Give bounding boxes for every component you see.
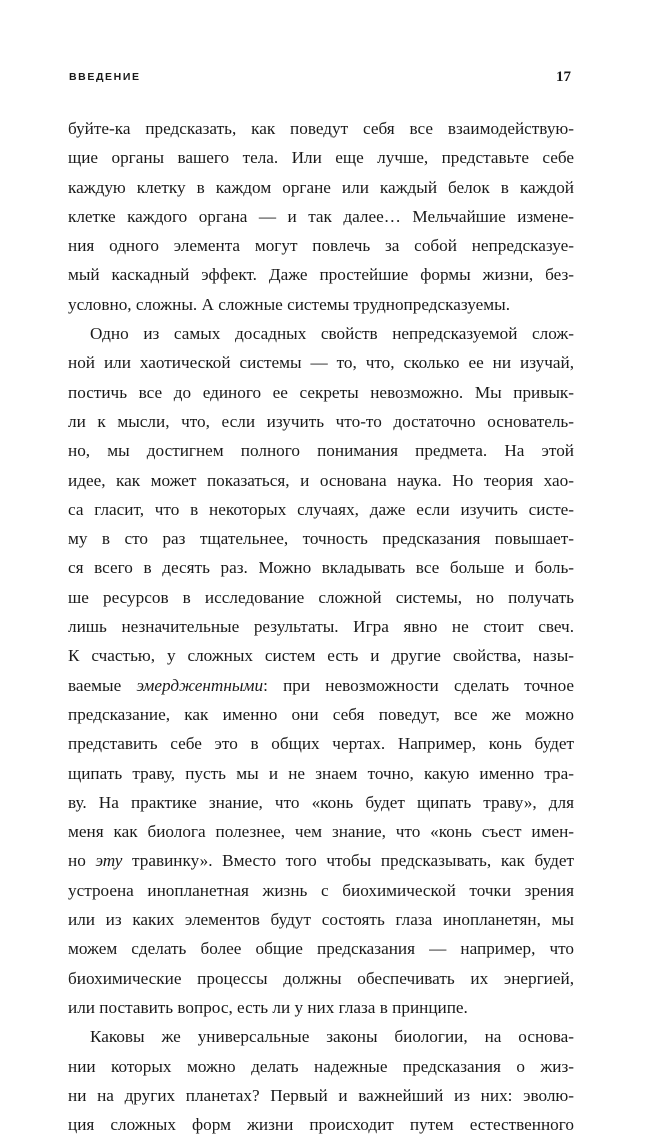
text-line: предсказание, как именно они себя поведут, все же можно — [68, 704, 574, 724]
text-line: постичь все до единого ее секреты невозможно. Мы привык- — [68, 382, 574, 402]
text-line: ни на других планетах? Первый и важнейший из них: эволю- — [68, 1085, 574, 1105]
text-line: идее, как может показаться, и основана наука. Но теория хао- — [68, 470, 574, 490]
text-line: ся всего в десять раз. Можно вкладывать все больше и боль- — [68, 558, 574, 578]
text-line: каждую клетку в каждом органе или каждый белок в каждой — [68, 177, 574, 197]
text-line: представить себе это в общих чертах. Например, конь будет — [68, 734, 574, 754]
page-header — [69, 71, 571, 91]
text-line: мый каскадный эффект. Даже простейшие формы жизни, без- — [68, 265, 574, 285]
running-head: ВВЕДЕНИЕ — [69, 71, 141, 83]
text-line: буйте-ка предсказать, как поведут себя все взаимодействую- — [68, 119, 574, 138]
text-line: му в сто раз тщательнее, точность предсказания повышает- — [68, 529, 574, 549]
text-line: или поставить вопрос, есть ли у них глаза в принципе. — [68, 997, 468, 1017]
text-line: или из каких элементов будут состоять глаза инопланетян, мы — [68, 910, 574, 930]
text-line: ция сложных форм жизни происходит путем естественного — [68, 1115, 574, 1135]
text-line: но, мы достигнем полного понимания предмета. На этой — [68, 441, 574, 461]
text-fragment: травинку». Вместо того чтобы предсказывать, как будет — [122, 851, 574, 871]
text-fragment: но — [68, 851, 96, 871]
text-line: устроена инопланетная жизнь с биохимической точки зрения — [68, 880, 574, 900]
text-line: условно, сложны. А сложные системы труднопредсказуемы. — [68, 294, 510, 314]
body-text — [68, 114, 574, 1139]
text-line: лишь незначительные результаты. Игра явно не стоит свеч. — [68, 617, 574, 637]
text-line: ше ресурсов в исследование сложной системы, но получать — [68, 587, 574, 607]
emphasized-term: эмерджентными — [136, 675, 264, 695]
text-line: нии которых можно делать надежные предсказания о жиз- — [68, 1056, 574, 1076]
text-line: можем сделать более общие предсказания — например, что — [68, 939, 574, 959]
text-line: меня как биолога полезнее, чем знание, что «конь съест имен- — [68, 822, 574, 842]
text-line: клетке каждого органа — и так далее… Мельчайшие измене- — [68, 206, 574, 226]
text-line: К счастью, у сложных систем есть и другие свойства, назы- — [68, 646, 574, 666]
text-fragment: ваемые — [68, 675, 137, 695]
paragraph-1 — [68, 114, 574, 319]
text-line: ной или хаотической системы — то, что, сколько ее ни изучай, — [68, 353, 574, 373]
text-line: щие органы вашего тела. Или еще лучше, представьте себе — [68, 148, 574, 168]
paragraph-2 — [68, 319, 574, 1022]
paragraph-3 — [68, 1022, 574, 1139]
text-line: Одно из самых досадных свойств непредсказуемой слож- — [90, 324, 574, 344]
text-line — [68, 671, 574, 700]
text-line: ния одного элемента могут повлечь за собой непредсказуе- — [68, 236, 574, 256]
text-fragment: : при невозможности сделать точное — [263, 675, 574, 695]
page-number: 17 — [556, 69, 571, 85]
text-line: биохимические процессы должны обеспечивать их энергией, — [68, 968, 574, 988]
text-line — [68, 846, 574, 875]
text-line: щипать траву, пусть мы и не знаем точно, какую именно тра- — [68, 763, 574, 783]
text-line: Каковы же универсальные законы биологии, на основа- — [90, 1027, 574, 1047]
text-line: ву. На практике знание, что «конь будет щипать траву», для — [68, 792, 574, 812]
emphasized-word: эту — [95, 851, 123, 871]
text-line: ли к мысли, что, если изучить что-то достаточно основатель- — [68, 411, 574, 431]
text-line: са гласит, что в некоторых случаях, даже если изучить систе- — [68, 499, 574, 519]
